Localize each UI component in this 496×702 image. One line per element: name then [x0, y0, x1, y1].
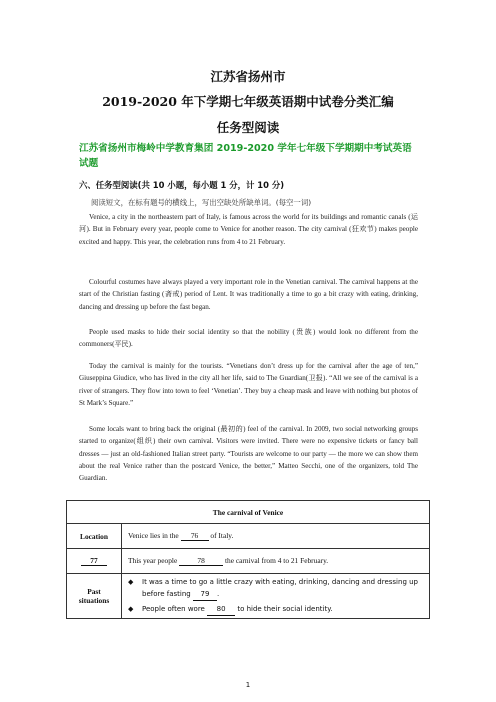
table-row	[67, 574, 430, 619]
blank-77[interactable]: 77	[81, 556, 107, 566]
page-number: 1	[245, 681, 251, 689]
section-heading: 六、任务型阅读(共 10 小题，每小题 1 分，计 10 分)	[79, 180, 285, 190]
location-label: Location	[67, 524, 122, 549]
diamond-bullet-icon: ◆	[128, 605, 134, 613]
past-2-text-b: to hide their social identity.	[237, 605, 333, 613]
passage-paragraph-3: People used masks to hide their social identity so that the nobility (贵族) would look no different from the commoners(平民).	[79, 328, 418, 349]
location-text-a: Venice lies in the	[128, 531, 179, 540]
title-section: 任务型阅读	[216, 120, 280, 135]
blank-80[interactable]: 80	[207, 603, 235, 616]
passage-paragraph-4: Today the carnival is mainly for the tourists. “Venetians don’t dress up for the carnival after the age of ten,” Giuseppina Giudice, who has lived in the city all her life, said to The Guardian(卫报). “All we see of the carnival is a river of strangers. They flow into town to feel ‘Venetian’. They buy a cheap mask and leave with nothing but photos of St Mark’s Square.”	[79, 362, 418, 407]
passage-paragraph-5: Some locals want to bring back the original (最初的) feel of the carnival. In 2009, two social networking groups started to organize(组织) their own carnival. Visitors were invited. There were no expensive tickets or fancy ball dresses — just an old-fashioned Italian street party. “Tourists are welcome to our party — the more we can show them about the real Venice rather than the postcard Venice, the better,” Matteo Secchi, one of the organizers, told The Guardian.	[79, 425, 418, 483]
blank-79[interactable]: 79	[193, 588, 217, 601]
row2-text-a: This year people	[128, 556, 178, 565]
diamond-bullet-icon: ◆	[128, 578, 134, 586]
list-item	[128, 603, 423, 616]
source-line: 江苏省扬州市梅岭中学教育集团 2019-2020 学年七年级下学期期中考试英语试题	[79, 143, 412, 169]
instruction: 阅读短文，在标有题号的横线上，写出空缺处所缺单词。(每空一词)	[91, 198, 312, 207]
table-row	[67, 549, 430, 574]
task-table	[66, 500, 430, 619]
past-label: Past situations	[67, 574, 122, 619]
row2-cell	[122, 549, 430, 574]
passage-paragraph-2: Colourful costumes have always played a very important role in the Venetian carnival. The carnival happens at the start of the Christian fasting (斋戒) period of Lent. It was traditionally a time to go a bit crazy with eating, drinking, dancing and dressing up before the fast began.	[79, 278, 418, 311]
passage-paragraph-1: Venice, a city in the northeastern part of Italy, is famous across the world for its buildings and romantic canals (运河). But in February every year, people come to Venice for another reason. The city carnival (狂欢节) makes people excited and happy. This year, the celebration runs from 4 to 21 February.	[79, 213, 418, 246]
blank-78[interactable]: 78	[179, 556, 223, 566]
row2-text-b: the carnival from 4 to 21 February.	[224, 556, 329, 565]
past-cell	[122, 574, 430, 619]
title-province: 江苏省扬州市	[210, 69, 286, 84]
location-text-b: of Italy.	[210, 531, 234, 540]
location-cell	[122, 524, 430, 549]
table-row	[67, 524, 430, 549]
past-1-text: It was a time to go a little crazy with eating, drinking, dancing and dressing up before fasting	[142, 578, 418, 598]
blank-77-cell	[67, 549, 122, 574]
past-2-text-a: People often wore	[142, 605, 205, 613]
list-item: ◆ It was a time to go a little crazy with eating, drinking, dancing and dressing up before fasting 79 .	[128, 576, 423, 601]
title-exam: 2019-2020 年下学期七年级英语期中试卷分类汇编	[102, 94, 394, 109]
blank-76[interactable]: 76	[181, 531, 209, 541]
table-title: The carnival of Venice	[67, 501, 430, 524]
